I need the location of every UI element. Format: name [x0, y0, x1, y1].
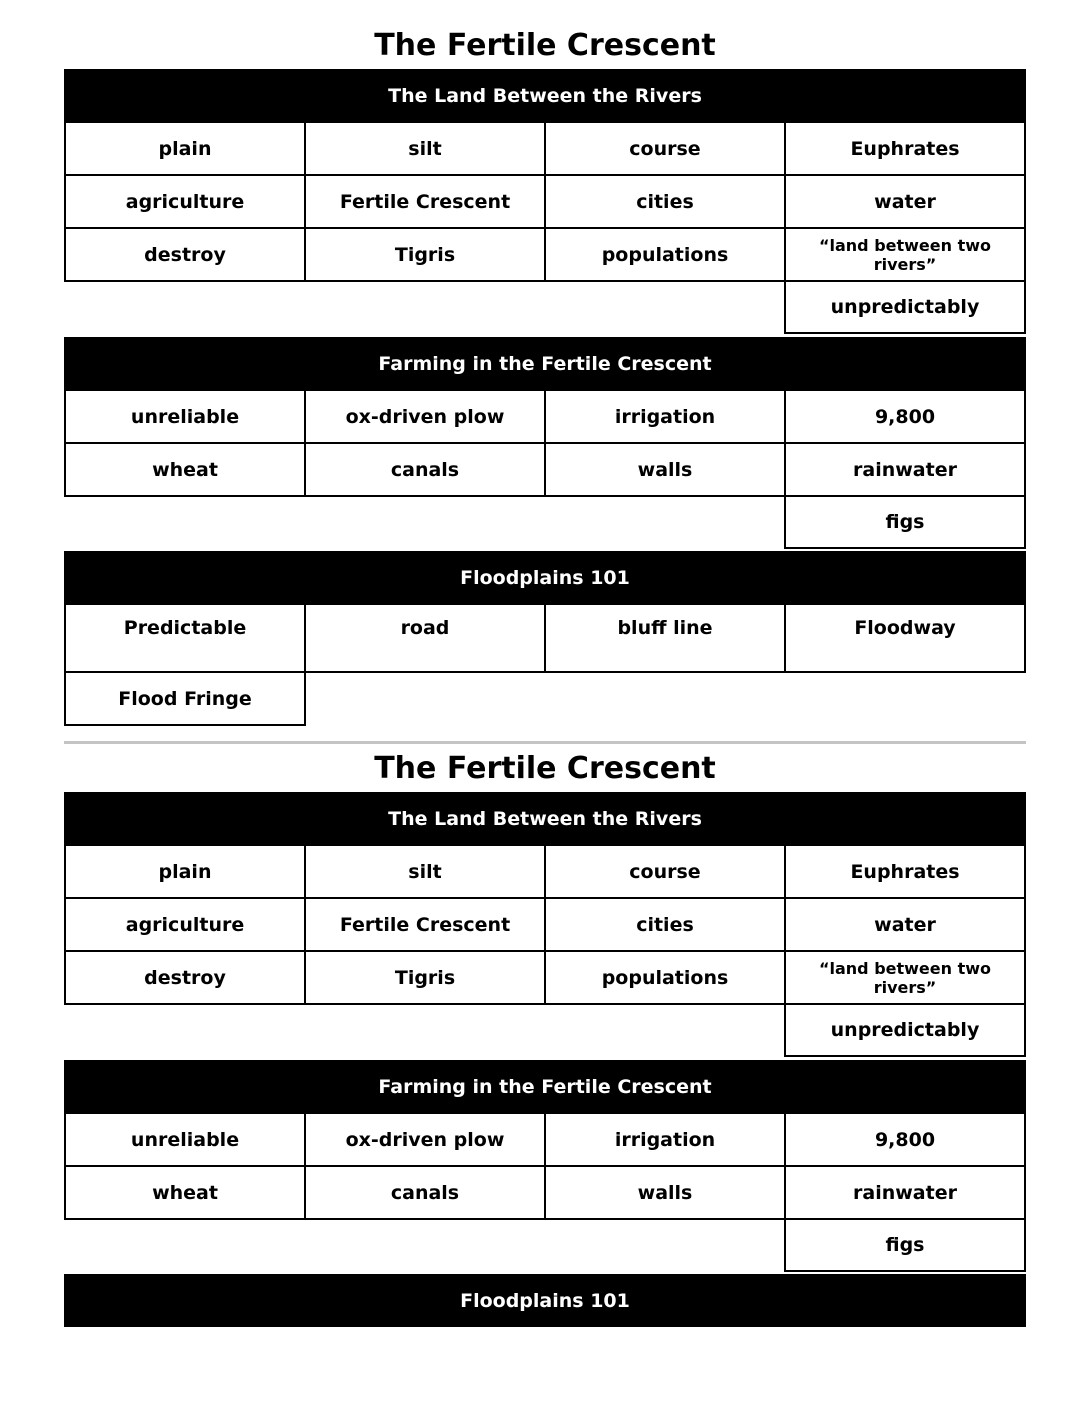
word-cell: Euphrates — [784, 121, 1026, 176]
section-header-floodplains: Floodplains 101 — [64, 1274, 1026, 1327]
word-cell: 9,800 — [784, 389, 1026, 444]
word-cell: walls — [544, 442, 786, 497]
word-cell: canals — [304, 442, 546, 497]
word-cell: Fertile Crescent — [304, 174, 546, 229]
word-cell: unreliable — [64, 389, 306, 444]
word-cell: irrigation — [544, 1112, 786, 1167]
section-header-land-between-rivers: The Land Between the Rivers — [64, 792, 1026, 845]
word-cell: plain — [64, 121, 306, 176]
word-cell: Euphrates — [784, 844, 1026, 899]
word-cell: wheat — [64, 442, 306, 497]
word-cell: walls — [544, 1165, 786, 1220]
copy-separator — [64, 741, 1026, 744]
word-cell: silt — [304, 121, 546, 176]
word-cell: unpredictably — [784, 1003, 1026, 1057]
word-cell: agriculture — [64, 174, 306, 229]
word-cell: irrigation — [544, 389, 786, 444]
word-cell: Tigris — [304, 227, 546, 282]
word-cell: rainwater — [784, 1165, 1026, 1220]
word-cell: canals — [304, 1165, 546, 1220]
word-cell: 9,800 — [784, 1112, 1026, 1167]
word-cell: ox-driven plow — [304, 389, 546, 444]
word-cell: populations — [544, 227, 786, 282]
word-cell: water — [784, 174, 1026, 229]
word-cell: unreliable — [64, 1112, 306, 1167]
word-cell: Floodway — [784, 603, 1026, 673]
word-cell: populations — [544, 950, 786, 1005]
word-cell: figs — [784, 1218, 1026, 1272]
word-cell: road — [304, 603, 546, 673]
word-cell: plain — [64, 844, 306, 899]
word-cell: cities — [544, 897, 786, 952]
word-cell: unpredictably — [784, 280, 1026, 334]
section-header-land-between-rivers: The Land Between the Rivers — [64, 69, 1026, 122]
word-cell: Flood Fringe — [64, 671, 306, 726]
word-cell: figs — [784, 495, 1026, 549]
word-cell: destroy — [64, 227, 306, 282]
word-cell: wheat — [64, 1165, 306, 1220]
word-cell: course — [544, 121, 786, 176]
word-cell: bluff line — [544, 603, 786, 673]
section-header-floodplains: Floodplains 101 — [64, 551, 1026, 604]
word-cell: “land between two rivers” — [784, 227, 1026, 282]
word-cell: rainwater — [784, 442, 1026, 497]
section-header-farming: Farming in the Fertile Crescent — [64, 337, 1026, 390]
word-cell: “land between two rivers” — [784, 950, 1026, 1005]
word-cell: Predictable — [64, 603, 306, 673]
word-cell: water — [784, 897, 1026, 952]
page-title: The Fertile Crescent — [374, 28, 716, 63]
word-cell: Tigris — [304, 950, 546, 1005]
word-cell: silt — [304, 844, 546, 899]
section-header-farming: Farming in the Fertile Crescent — [64, 1060, 1026, 1113]
word-cell: course — [544, 844, 786, 899]
word-cell: destroy — [64, 950, 306, 1005]
word-cell: agriculture — [64, 897, 306, 952]
page-title: The Fertile Crescent — [374, 751, 716, 786]
word-cell: cities — [544, 174, 786, 229]
word-cell: ox-driven plow — [304, 1112, 546, 1167]
word-cell: Fertile Crescent — [304, 897, 546, 952]
